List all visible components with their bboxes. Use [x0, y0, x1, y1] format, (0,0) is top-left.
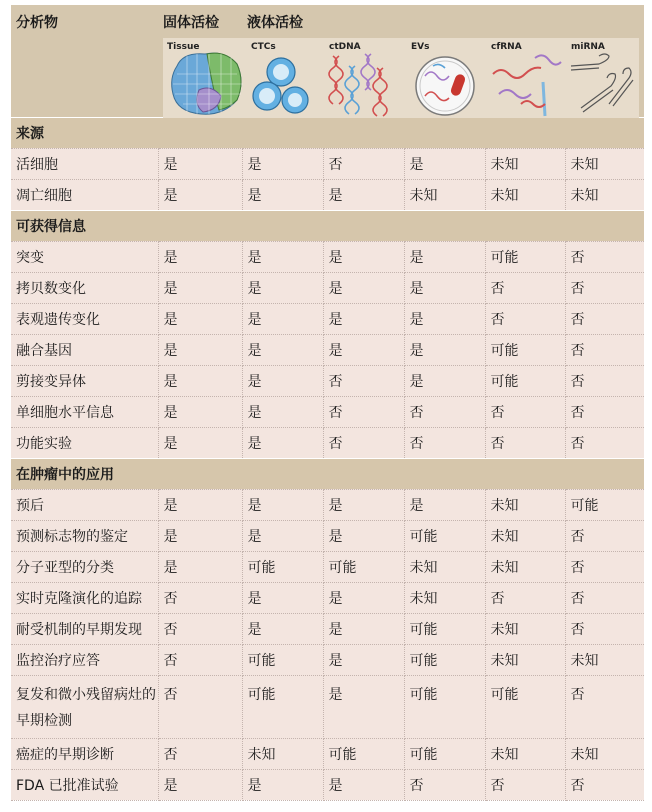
row-value: 是: [242, 241, 323, 272]
row-value: 否: [158, 613, 242, 644]
row-value: 可能: [323, 738, 404, 769]
table-row: [11, 241, 644, 272]
row-value: 可能: [323, 551, 404, 582]
row-value: 未知: [485, 644, 565, 675]
row-value: 可能: [485, 334, 565, 365]
row-value: 可能: [242, 675, 323, 738]
table-row: [11, 272, 644, 303]
row-label: 癌症的早期诊断: [11, 738, 158, 769]
row-label: 突变: [11, 241, 158, 272]
row-value: 否: [404, 427, 485, 458]
label-evs: EVs: [411, 42, 430, 52]
row-value: 否: [485, 582, 565, 613]
row-value: 是: [158, 489, 242, 520]
table-row: [11, 738, 644, 769]
row-label: 预后: [11, 489, 158, 520]
row-label: 功能实验: [11, 427, 158, 458]
table-row: [11, 644, 644, 675]
row-value: 是: [158, 365, 242, 396]
row-value: 未知: [242, 738, 323, 769]
row-value: 是: [323, 582, 404, 613]
row-value: 是: [323, 769, 404, 800]
table-row: [11, 489, 644, 520]
table-row: [11, 769, 644, 800]
row-value: 是: [242, 179, 323, 210]
table-row: [11, 148, 644, 179]
row-value: 是: [404, 148, 485, 179]
section-title: 可获得信息: [11, 210, 644, 241]
label-cfrna: cfRNA: [491, 42, 522, 52]
row-label: 复发和微小残留病灶的早期检测: [11, 675, 158, 738]
row-label: 分子亚型的分类: [11, 551, 158, 582]
label-mirna: miRNA: [571, 42, 605, 52]
row-value: 未知: [404, 551, 485, 582]
row-value: 是: [158, 551, 242, 582]
row-value: 否: [565, 613, 644, 644]
header-images-cell: [158, 5, 644, 117]
row-value: 是: [242, 489, 323, 520]
ctc-cells-icon: [253, 58, 308, 113]
row-value: 未知: [404, 582, 485, 613]
row-value: 否: [565, 365, 644, 396]
row-label: 剪接变异体: [11, 365, 158, 396]
row-value: 是: [404, 241, 485, 272]
row-value: 未知: [565, 179, 644, 210]
row-value: 否: [565, 396, 644, 427]
tissue-icon: [172, 53, 243, 114]
row-value: 可能: [404, 520, 485, 551]
row-value: 未知: [485, 179, 565, 210]
row-value: 是: [158, 148, 242, 179]
row-value: 是: [158, 520, 242, 551]
row-value: 可能: [242, 644, 323, 675]
row-value: 是: [323, 334, 404, 365]
row-value: 未知: [485, 489, 565, 520]
row-value: 未知: [485, 738, 565, 769]
section-title: 在肿瘤中的应用: [11, 458, 644, 489]
header-solid-biopsy: 固体活检: [163, 15, 219, 31]
row-value: 是: [158, 396, 242, 427]
row-value: 未知: [565, 738, 644, 769]
row-value: 否: [565, 272, 644, 303]
header-analyte: 分析物: [11, 5, 158, 117]
table-row: [11, 396, 644, 427]
row-value: 可能: [404, 675, 485, 738]
row-value: 未知: [485, 520, 565, 551]
row-value: 未知: [485, 148, 565, 179]
row-value: 未知: [565, 148, 644, 179]
row-value: 是: [323, 644, 404, 675]
row-value: 是: [323, 303, 404, 334]
label-ctdna: ctDNA: [329, 42, 361, 52]
row-label: 监控治疗应答: [11, 644, 158, 675]
row-value: 是: [404, 489, 485, 520]
table-row: [11, 179, 644, 210]
header-row: [11, 5, 644, 117]
row-label: 活细胞: [11, 148, 158, 179]
row-value: 可能: [485, 675, 565, 738]
row-value: 是: [242, 272, 323, 303]
row-value: 否: [158, 675, 242, 738]
row-value: 是: [158, 769, 242, 800]
table-row: [11, 427, 644, 458]
row-value: 是: [158, 334, 242, 365]
row-value: 是: [158, 427, 242, 458]
row-value: 否: [565, 241, 644, 272]
row-value: 是: [242, 613, 323, 644]
row-value: 是: [323, 272, 404, 303]
row-value: 否: [565, 582, 644, 613]
row-value: 是: [242, 365, 323, 396]
biopsy-comparison-table: [11, 5, 644, 801]
row-value: 否: [565, 520, 644, 551]
row-value: 否: [323, 365, 404, 396]
row-label: 拷贝数变化: [11, 272, 158, 303]
row-value: 是: [242, 520, 323, 551]
row-value: 否: [485, 396, 565, 427]
row-value: 是: [323, 489, 404, 520]
table-row: [11, 334, 644, 365]
row-value: 未知: [565, 644, 644, 675]
row-value: 可能: [404, 738, 485, 769]
section-header-row: [11, 458, 644, 489]
row-value: 是: [158, 272, 242, 303]
header-images: [163, 12, 644, 92]
row-value: 否: [158, 644, 242, 675]
row-label: 表观遗传变化: [11, 303, 158, 334]
row-value: 是: [404, 272, 485, 303]
table-row: [11, 613, 644, 644]
row-value: 否: [565, 303, 644, 334]
label-tissue: Tissue: [167, 42, 200, 52]
row-value: 是: [323, 179, 404, 210]
row-value: 可能: [485, 241, 565, 272]
row-value: 否: [565, 675, 644, 738]
row-value: 是: [323, 613, 404, 644]
row-value: 未知: [485, 551, 565, 582]
table-row: [11, 675, 644, 738]
row-label: FDA 已批准试验: [11, 769, 158, 800]
row-value: 是: [158, 303, 242, 334]
ctdna-icon: [329, 54, 387, 116]
table-row: [11, 582, 644, 613]
section-header-row: [11, 117, 644, 148]
row-value: 否: [485, 769, 565, 800]
label-ctcs: CTCs: [251, 42, 276, 52]
row-value: 可能: [485, 365, 565, 396]
row-label: 融合基因: [11, 334, 158, 365]
header-liquid-biopsy: 液体活检: [247, 15, 303, 31]
row-value: 是: [323, 675, 404, 738]
row-value: 是: [158, 179, 242, 210]
analyte-illustrations: [163, 38, 639, 118]
row-label: 凋亡细胞: [11, 179, 158, 210]
row-value: 是: [404, 365, 485, 396]
row-value: 是: [242, 769, 323, 800]
section-header-row: [11, 210, 644, 241]
row-value: 否: [323, 427, 404, 458]
row-label: 单细胞水平信息: [11, 396, 158, 427]
table-row: [11, 303, 644, 334]
row-value: 是: [158, 241, 242, 272]
comparison-table-wrapper: [11, 5, 644, 801]
row-value: 否: [404, 769, 485, 800]
row-value: 否: [485, 303, 565, 334]
row-value: 否: [158, 738, 242, 769]
row-value: 是: [242, 427, 323, 458]
row-value: 是: [242, 303, 323, 334]
row-value: 否: [485, 427, 565, 458]
row-value: 否: [565, 769, 644, 800]
row-value: 是: [404, 303, 485, 334]
row-value: 可能: [404, 644, 485, 675]
row-label: 耐受机制的早期发现: [11, 613, 158, 644]
table-row: [11, 520, 644, 551]
row-value: 未知: [404, 179, 485, 210]
row-label: 实时克隆演化的追踪: [11, 582, 158, 613]
row-label: 预测标志物的鉴定: [11, 520, 158, 551]
row-value: 否: [485, 272, 565, 303]
row-value: 否: [565, 427, 644, 458]
row-value: 未知: [485, 613, 565, 644]
row-value: 否: [158, 582, 242, 613]
analyte-illustration-panel: [163, 38, 639, 118]
row-value: 是: [323, 241, 404, 272]
row-value: 是: [242, 396, 323, 427]
row-value: 可能: [242, 551, 323, 582]
cfrna-icon: [493, 55, 561, 116]
row-value: 否: [404, 396, 485, 427]
row-value: 是: [323, 520, 404, 551]
ev-vesicle-icon: [416, 57, 474, 115]
row-value: 是: [242, 334, 323, 365]
row-value: 是: [242, 148, 323, 179]
row-value: 是: [242, 582, 323, 613]
row-value: 否: [323, 396, 404, 427]
row-value: 否: [565, 551, 644, 582]
row-value: 否: [323, 148, 404, 179]
table-row: [11, 365, 644, 396]
row-value: 可能: [404, 613, 485, 644]
row-value: 否: [565, 334, 644, 365]
table-row: [11, 551, 644, 582]
row-value: 是: [404, 334, 485, 365]
row-value: 可能: [565, 489, 644, 520]
mirna-icon: [571, 54, 633, 112]
section-title: 来源: [11, 117, 644, 148]
